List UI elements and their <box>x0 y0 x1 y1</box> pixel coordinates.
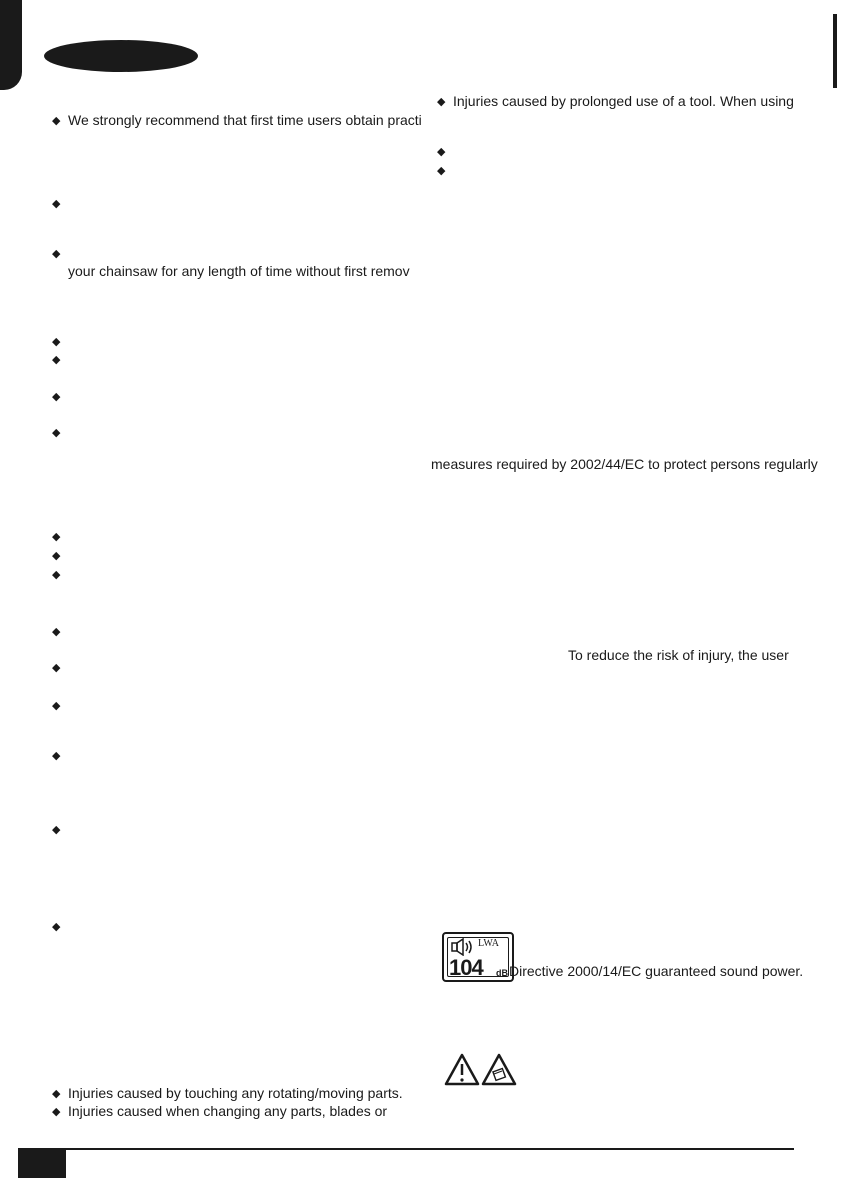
warning-triangle-icon <box>444 1052 524 1088</box>
left-bottom-1-text: Injuries caused by touching any rotating/moving parts. <box>68 1085 403 1101</box>
diamond-bullet-icon: ◆ <box>52 550 61 562</box>
diamond-bullet-icon: ◆ <box>52 354 61 366</box>
diamond-bullet-icon: ◆ <box>437 165 446 177</box>
reduce-risk-text: To reduce the risk of injury, the user <box>568 647 789 663</box>
diamond-bullet-icon: ◆ <box>52 626 61 638</box>
right-bullet-1-text: Injuries caused by prolonged use of a tool. When using <box>453 93 794 109</box>
diamond-bullet-icon: ◆ <box>52 531 61 543</box>
sound-power-label-icon <box>442 932 514 982</box>
diamond-bullet-icon: ◆ <box>52 248 61 260</box>
section-title-pill <box>44 40 198 72</box>
diamond-bullet-icon: ◆ <box>52 662 61 674</box>
left-bullet-3-continuation: your chainsaw for any length of time without first remov <box>68 263 410 279</box>
diamond-bullet-icon: ◆ <box>52 115 61 127</box>
footer-rule <box>18 1148 794 1150</box>
diamond-bullet-icon: ◆ <box>52 750 61 762</box>
sound-power-value: 104 <box>449 955 483 980</box>
language-edge-tab <box>0 0 22 90</box>
page-number-box <box>18 1148 66 1178</box>
diamond-bullet-icon: ◆ <box>52 700 61 712</box>
lwa-label: LWA <box>478 938 499 949</box>
diamond-bullet-icon: ◆ <box>52 427 61 439</box>
left-bottom-2-text: Injuries caused when changing any parts, blades or <box>68 1103 388 1119</box>
diamond-bullet-icon: ◆ <box>52 336 61 348</box>
warning-icons-group <box>444 1052 524 1093</box>
left-bullet-1-text: We strongly recommend that first time users obtain practi <box>68 112 422 128</box>
diamond-bullet-icon: ◆ <box>52 824 61 836</box>
diamond-bullet-icon: ◆ <box>52 1106 61 1118</box>
diamond-bullet-icon: ◆ <box>52 1088 61 1100</box>
page-edge-mark <box>833 14 837 88</box>
diamond-bullet-icon: ◆ <box>52 198 61 210</box>
sound-power-text: Directive 2000/14/EC guaranteed sound power. <box>509 963 804 979</box>
speaker-icon <box>450 938 476 956</box>
diamond-bullet-icon: ◆ <box>437 146 446 158</box>
diamond-bullet-icon: ◆ <box>52 569 61 581</box>
diamond-bullet-icon: ◆ <box>437 96 446 108</box>
sound-power-unit: dB <box>496 968 508 978</box>
measures-text: measures required by 2002/44/EC to protect persons regularly <box>431 456 818 472</box>
diamond-bullet-icon: ◆ <box>52 391 61 403</box>
diamond-bullet-icon: ◆ <box>52 921 61 933</box>
